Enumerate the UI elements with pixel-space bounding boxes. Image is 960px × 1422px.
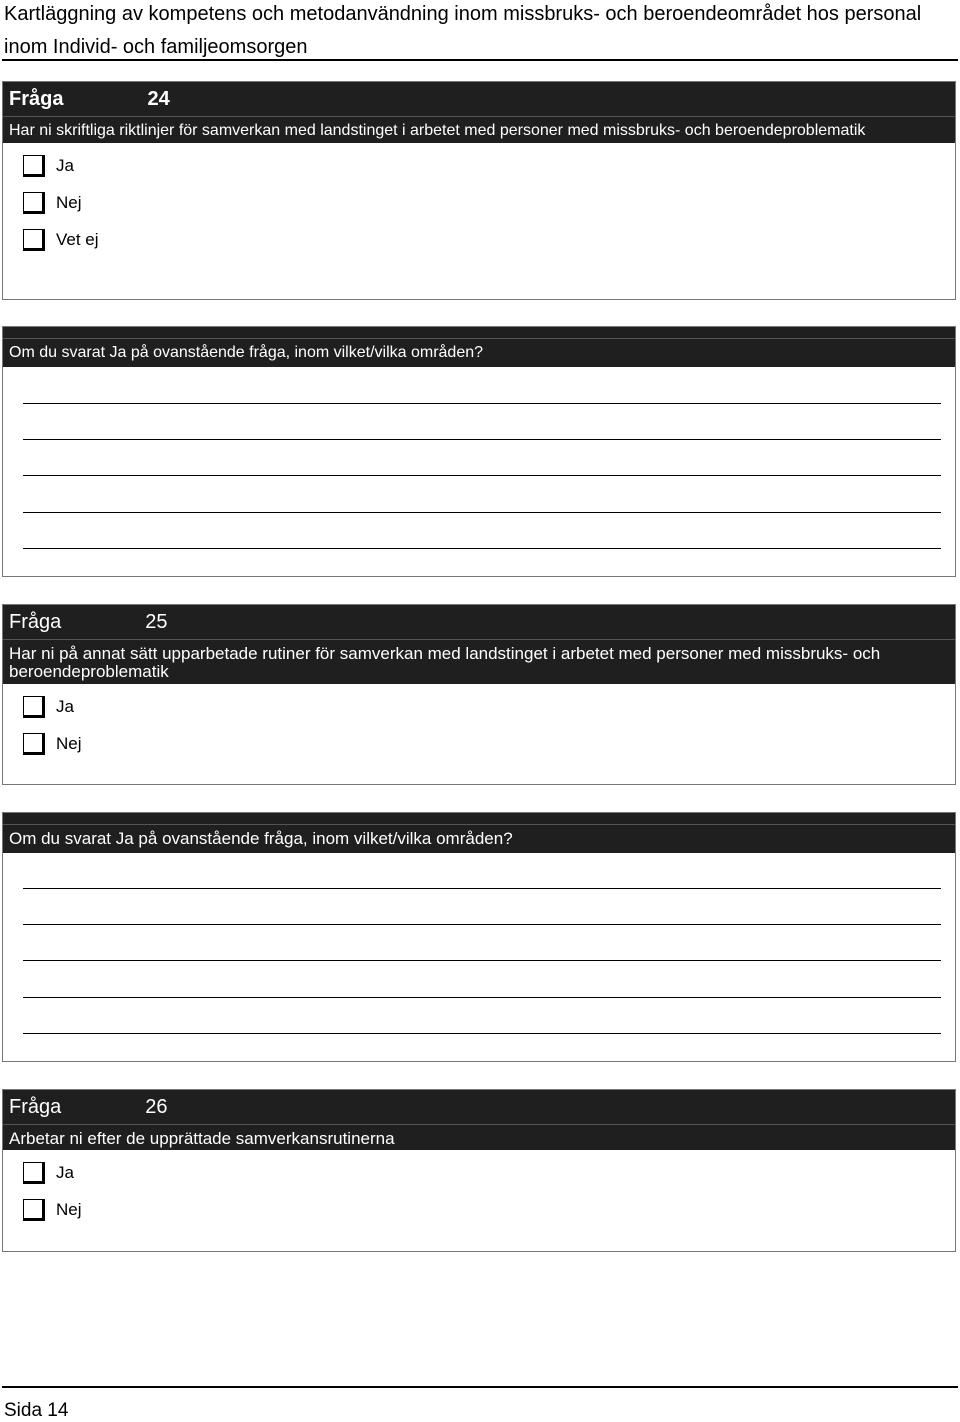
question-24-header [3,82,955,116]
answer-line[interactable] [23,483,941,513]
answer-line[interactable] [23,1004,941,1034]
option-ja[interactable] [3,147,955,184]
checkbox[interactable] [23,1199,45,1221]
footer-divider [2,1386,958,1388]
option-label: Ja [56,696,74,716]
question-number: 26 [145,1095,168,1118]
option-label: Ja [56,155,74,175]
checkbox[interactable] [23,192,45,214]
question-number: 24 [147,87,170,110]
question-26-text: Arbetar ni efter de upprättade samverkansrutinerna [3,1124,955,1150]
checkbox[interactable] [23,696,45,718]
question-26-header-area [3,1090,955,1150]
option-ja[interactable] [3,688,955,725]
answer-line[interactable] [23,519,941,549]
followup-24-text: Om du svarat Ja på ovanstående fråga, inom vilket/vilka områden? [3,338,955,367]
followup-25-header [3,813,955,824]
page-number: Sida 14 [4,1400,69,1421]
question-24-options [3,143,955,258]
option-ja[interactable] [3,1154,955,1191]
question-26-box [2,1089,956,1252]
answer-line[interactable] [23,446,941,476]
followup-24-header [3,327,955,338]
question-24-text: Har ni skriftliga riktlinjer för samverkan med landstinget i arbetet med personer med missbruks- och beroendeproblematik [3,116,955,143]
question-number: 25 [145,610,168,633]
option-nej[interactable] [3,1191,955,1228]
answer-line[interactable] [23,895,941,925]
question-25-options [3,684,955,762]
option-label: Ja [56,1162,74,1182]
option-nej[interactable] [3,184,955,221]
option-vet-ej[interactable] [3,221,955,258]
answer-line[interactable] [23,859,941,889]
checkbox[interactable] [23,1162,45,1184]
question-25-box [2,604,956,785]
option-nej[interactable] [3,725,955,762]
question-25-header [3,605,955,639]
followup-25-text: Om du svarat Ja på ovanstående fråga, inom vilket/vilka områden? [3,824,955,853]
followup-25-box [2,812,956,1062]
followup-25-header-area [3,813,955,853]
checkbox[interactable] [23,155,45,177]
followup-24-box [2,326,956,577]
option-label: Nej [56,733,82,753]
question-25-text: Har ni på annat sätt upparbetade rutiner för samverkan med landstinget i arbetet med personer med missbruks- och beroendeproblematik [3,639,955,684]
answer-line[interactable] [23,931,941,961]
question-26-options [3,1150,955,1228]
question-label: Fråga [9,87,64,110]
question-label: Fråga [9,1095,62,1118]
option-label: Nej [56,1199,82,1219]
checkbox[interactable] [23,229,45,251]
option-label: Nej [56,192,82,212]
option-label: Vet ej [56,229,99,249]
title-divider [2,59,958,61]
checkbox[interactable] [23,733,45,755]
answer-line[interactable] [23,374,941,404]
question-26-header [3,1090,955,1124]
answer-line[interactable] [23,410,941,440]
document-title: Kartläggning av kompetens och metodanvändning inom missbruks- och beroendeområdet hos personal inom Individ- och familjeomsorgen [4,3,922,58]
answer-line[interactable] [23,968,941,998]
question-24-box [2,81,956,300]
question-25-header-area [3,605,955,684]
question-label: Fråga [9,610,62,633]
question-24-header-area [3,82,955,143]
followup-24-header-area [3,327,955,367]
